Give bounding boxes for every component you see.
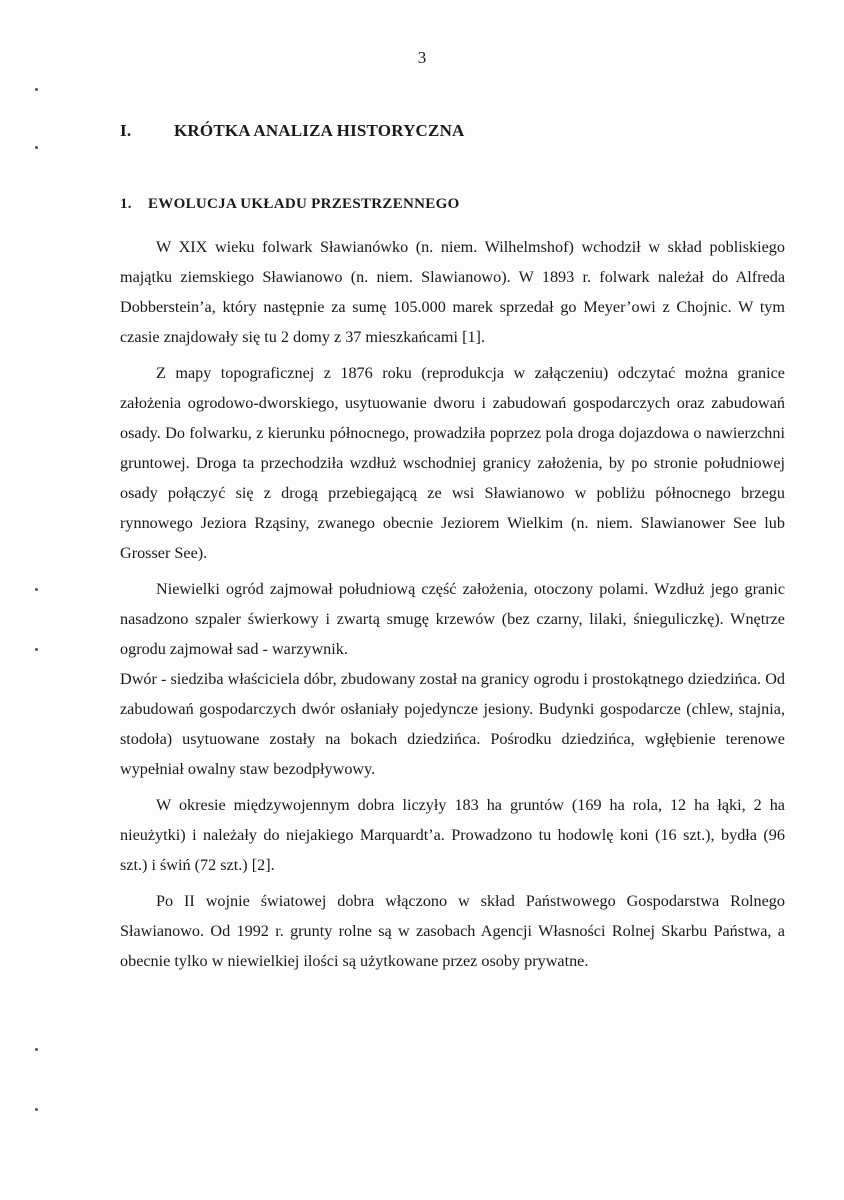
chapter-title: KRÓTKA ANALIZA HISTORYCZNA xyxy=(174,121,465,140)
margin-mark xyxy=(35,146,38,149)
margin-mark xyxy=(35,588,38,591)
paragraph: Niewielki ogród zajmował południową część założenia, otoczony polami. Wzdłuż jego granic nasadzono szpaler świerkowy i zwartą smugę krzewów (bez czarny, lilaki, śnieguliczkę). Wnętrze ogrodu zajmował sad - warzywnik. xyxy=(120,580,785,658)
page-number: 3 xyxy=(417,48,427,67)
margin-mark xyxy=(35,648,38,651)
margin-mark xyxy=(35,1108,38,1111)
section-number: 1. xyxy=(120,196,132,212)
paragraph: W XIX wieku folwark Sławianówko (n. niem. Wilhelmshof) wchodził w skład pobliskiego majątku ziemskiego Sławianowo (n. niem. Slawianowo). W 1893 r. folwark należał do Alfreda Dobberstein’a, który następnie za sumę 105.000 marek sprzedał go Meyer’owi z Chojnic. W tym czasie znajdowały się tu 2 domy z 37 mieszkańcami [1]. xyxy=(120,238,785,346)
chapter-heading xyxy=(120,121,465,141)
section-heading xyxy=(120,196,460,213)
section-title: EWOLUCJA UKŁADU PRZESTRZENNEGO xyxy=(148,196,460,212)
margin-mark xyxy=(35,88,38,91)
margin-mark xyxy=(35,1048,38,1051)
paragraph: Z mapy topograficznej z 1876 roku (reprodukcja w załączeniu) odczytać można granice założenia ogrodowo-dworskiego, usytuowanie dworu i zabudowań gospodarczych oraz zabudowań osady. Do folwarku, z kierunku północnego, prowadziła poprzez pola droga dojazdowa o nawierzchni gruntowej. Droga ta przechodziła wzdłuż wschodniej granicy założenia, by po stronie południowej osady połączyć się z drogą przebiegającą ze wsi Sławianowo w pobliżu północnego brzegu rynnowego Jeziora Rząsiny, zwanego obecnie Jeziorem Wielkim (n. niem. Slawianower See lub Grosser See). xyxy=(120,364,785,562)
paragraph: Dwór - siedziba właściciela dóbr, zbudowany został na granicy ogrodu i prostokątnego dziedzińca. Od zabudowań gospodarczych dwór osłaniały pojedyncze jesiony. Budynki gospodarcze (chlew, stajnia, stodoła) usytuowane zostały na bokach dziedzińca. Pośrodku dziedzińca, wgłębienie terenowe wypełniał owalny staw bezodpływowy. xyxy=(120,670,785,778)
chapter-number: I. xyxy=(120,121,132,140)
paragraph: Po II wojnie światowej dobra włączono w skład Państwowego Gospodarstwa Rolnego Sławianowo. Od 1992 r. grunty rolne są w zasobach Agencji Własności Rolnej Skarbu Państwa, a obecnie tylko w niewielkiej ilości są użytkowane przez osoby prywatne. xyxy=(120,892,785,970)
paragraph: W okresie międzywojennym dobra liczyły 183 ha gruntów (169 ha rola, 12 ha łąki, 2 ha nieużytki) i należały do niejakiego Marquardt’a. Prowadzono tu hodowlę koni (16 szt.), bydła (96 szt.) i świń (72 szt.) [2]. xyxy=(120,796,785,874)
body-text xyxy=(120,232,785,976)
